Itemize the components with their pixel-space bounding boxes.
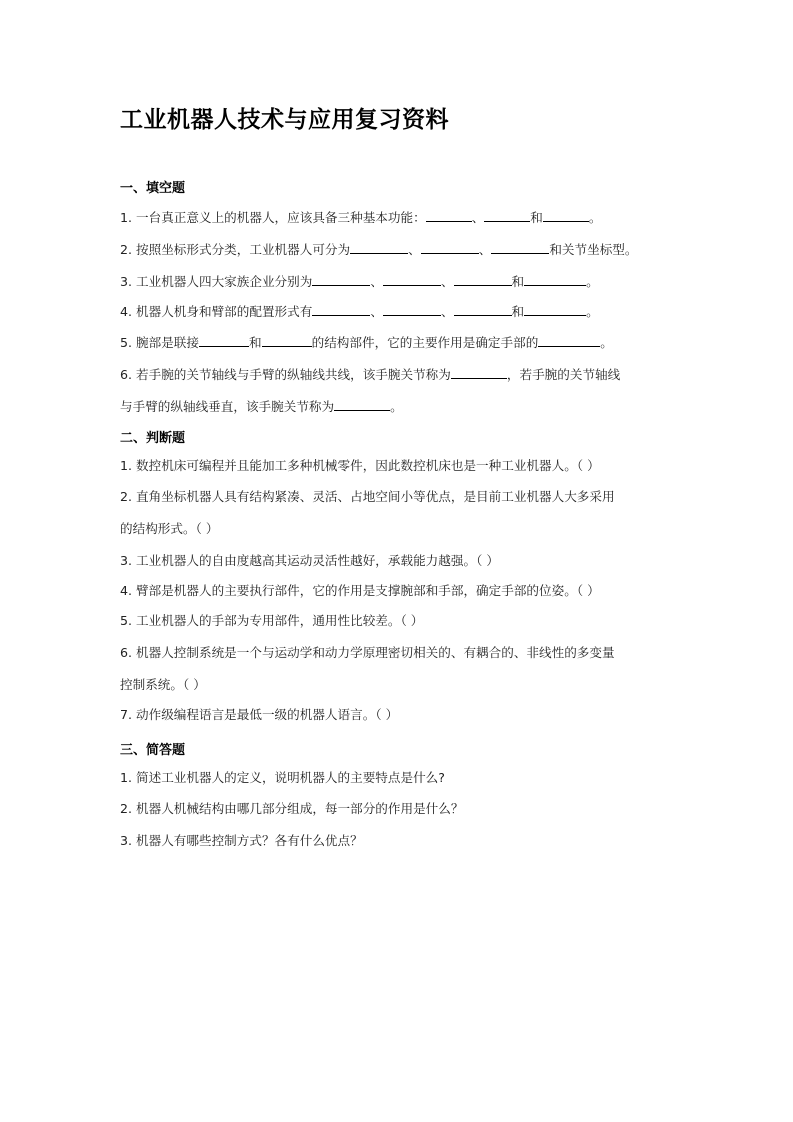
question-true-false-4 [120, 582, 600, 600]
question-text: 、 [370, 274, 383, 289]
question-true-false-7 [120, 706, 398, 724]
answer-blank[interactable] [312, 301, 370, 316]
question-text: 和关节坐标型。 [549, 242, 638, 257]
answer-blank[interactable] [421, 239, 479, 254]
question-fill-in-blank-6-line-2 [120, 396, 403, 416]
section-heading-true-false: 二、判断题 [120, 431, 186, 446]
question-text: 4. 臂部是机器人的主要执行部件，它的作用是支撑腕部和手部，确定手部的位姿。（ ） [120, 583, 600, 598]
question-text: 。 [390, 399, 403, 414]
answer-blank[interactable] [451, 364, 507, 379]
question-text: 5. 腕部是联接 [120, 335, 199, 350]
question-text: 3. 工业机器人四大家族企业分别为 [120, 274, 313, 289]
question-true-false-3 [120, 552, 499, 570]
answer-blank[interactable] [334, 396, 390, 411]
question-short-answer-2 [120, 800, 463, 818]
answer-blank[interactable] [454, 271, 512, 286]
question-text: 3. 机器人有哪些控制方式？各有什么优点？ [120, 833, 363, 848]
answer-blank[interactable] [262, 332, 312, 347]
answer-blank[interactable] [524, 301, 586, 316]
question-text: 。 [588, 210, 602, 225]
question-fill-in-blank-3 [120, 271, 599, 291]
question-text: 4. 机器人机身和臂部的配置形式有 [120, 304, 313, 319]
answer-blank[interactable] [491, 239, 549, 254]
answer-blank[interactable] [383, 301, 441, 316]
question-text: 、 [478, 242, 492, 257]
question-text: 和 [530, 210, 543, 225]
question-true-false-5 [120, 612, 423, 630]
answer-blank[interactable] [199, 332, 249, 347]
question-text: 和 [249, 335, 262, 350]
answer-blank[interactable] [426, 207, 472, 222]
question-true-false-6-line-1 [120, 644, 615, 662]
question-text: 、 [408, 242, 421, 257]
question-text: 6. 若手腕的关节轴线与手臂的纵轴线共线，该手腕关节称为 [120, 367, 451, 382]
answer-blank[interactable] [543, 207, 589, 222]
question-text: 7. 动作级编程语言是最低一级的机器人语言。（ ） [120, 707, 399, 722]
question-text: 和 [511, 274, 525, 289]
question-true-false-6-line-2 [120, 676, 206, 694]
question-text: 的结构部件，它的主要作用是确定手部的 [311, 335, 539, 350]
question-text: 5. 工业机器人的手部为专用部件，通用性比较差。（ ） [120, 613, 424, 628]
question-fill-in-blank-1 [120, 207, 601, 227]
section-heading-short-answer: 三、简答题 [120, 743, 186, 758]
question-text: 控制系统。（ ） [120, 677, 206, 692]
question-text: 、 [370, 304, 383, 319]
question-true-false-1 [120, 457, 600, 475]
answer-blank[interactable] [538, 332, 600, 347]
question-text: 2. 机器人机械结构由哪几部分组成，每一部分的作用是什么？ [120, 801, 464, 816]
answer-blank[interactable] [383, 271, 441, 286]
answer-blank[interactable] [350, 239, 408, 254]
question-short-answer-3 [120, 832, 363, 850]
question-fill-in-blank-4 [120, 301, 599, 321]
question-text: 、 [440, 274, 454, 289]
answer-blank[interactable] [484, 207, 530, 222]
answer-blank[interactable] [524, 271, 586, 286]
question-true-false-2-line-1 [120, 488, 615, 506]
question-text: 3. 工业机器人的自由度越高其运动灵活性越好，承载能力越强。（ ） [120, 553, 499, 568]
question-fill-in-blank-5 [120, 332, 613, 352]
question-fill-in-blank-2 [120, 239, 637, 259]
answer-blank[interactable] [454, 301, 512, 316]
question-text: 、 [471, 210, 485, 225]
section-heading-fill-in-blank: 一、填空题 [120, 181, 186, 196]
question-text: 1. 简述工业机器人的定义，说明机器人的主要特点是什么? [120, 770, 445, 785]
question-short-answer-1 [120, 769, 445, 787]
question-text: 。 [586, 304, 599, 319]
question-text: 和 [511, 304, 525, 319]
question-text: 1. 一台真正意义上的机器人，应该具备三种基本功能： [120, 210, 426, 225]
question-fill-in-blank-6-line-1 [120, 364, 620, 384]
document-title: 工业机器人技术与应用复习资料 [120, 107, 449, 133]
question-text: 2. 直角坐标机器人具有结构紧凑、灵活、占地空间小等优点，是目前工业机器人大多采用 [120, 489, 615, 504]
question-text: 1. 数控机床可编程并且能加工多种机械零件，因此数控机床也是一种工业机器人。（ ） [120, 458, 600, 473]
question-text: 6. 机器人控制系统是一个与运动学和动力学原理密切相关的、有耦合的、非线性的多变量 [120, 645, 615, 660]
question-true-false-2-line-2 [120, 520, 218, 538]
question-text: 、 [440, 304, 454, 319]
question-text: 的结构形式。（ ） [120, 521, 219, 536]
question-text: 。 [600, 335, 613, 350]
question-text: 。 [586, 274, 599, 289]
answer-blank[interactable] [312, 271, 370, 286]
question-text: ，若手腕的关节轴线 [506, 367, 621, 382]
question-text: 2. 按照坐标形式分类，工业机器人可分为 [120, 242, 351, 257]
question-text: 与手臂的纵轴线垂直，该手腕关节称为 [120, 399, 335, 414]
